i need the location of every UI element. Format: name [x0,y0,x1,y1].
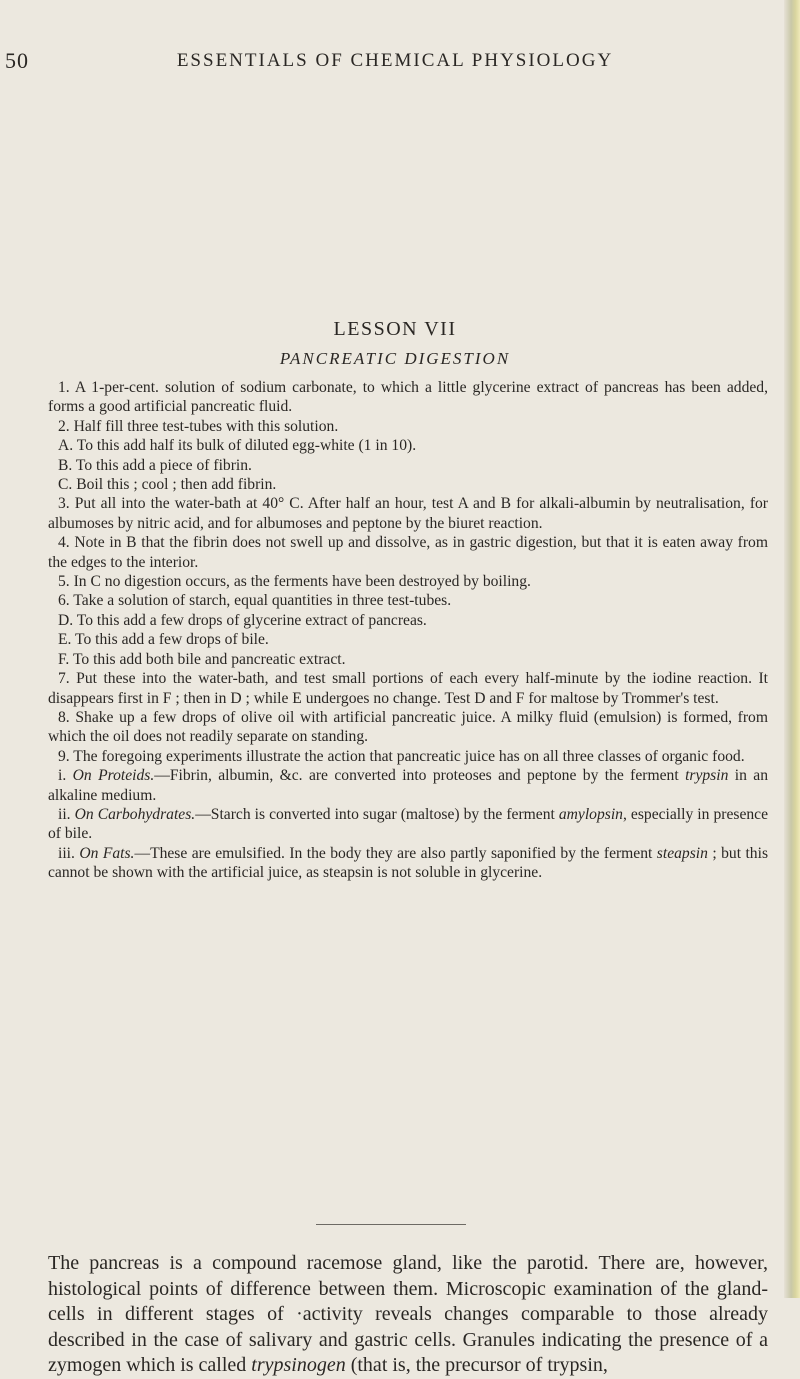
body-paragraph [48,1251,768,1379]
term-trypsinogen: trypsinogen [251,1354,346,1377]
body-text-end: (that is, the precursor of trypsin, [345,1354,608,1377]
class-label: On Carbohydrates. [74,805,196,823]
ferment-name: steapsin [656,844,708,862]
experiment-paragraph: 5. In C no digestion occurs, as the ferments have been destroyed by boiling. [58,573,531,591]
experiment-paragraph: 4. Note in B that the fibrin does not swell up and dissolve, as in gastric digestion, but that it is eaten away from the edges to the interior. [48,534,768,571]
class-text: ; but this cannot be shown with the artificial juice, as steapsin is not soluble in glycerine. [48,844,769,882]
class-label: On Proteids. [72,767,155,785]
body-text-start: The pancreas is a compound racemose gland, like the parotid. There are, however, histological points of difference between them. Microscopic examination of the gland-cells in different stages of ·activity reveals changes comparable to those already described in the case of salivary and gastric cells. Granules indicating the presence of a zymogen which is called [48,1252,768,1377]
food-class-carbohydrates [48,805,768,844]
experiment-paragraph: 3. Put all into the water-bath at 40° C. After half an hour, test A and B for alkali-albumin by neutralisation, for albumoses by nitric acid, and for albumoses and peptone by the biuret reaction. [48,495,768,532]
experiment-subitem: A. To this add half its bulk of diluted egg-white (1 in 10). [58,437,417,455]
class-label: On Fats. [79,844,135,862]
class-text: in an alkaline medium. [48,767,768,804]
page-header [0,48,790,78]
experiment-paragraph: 8. Shake up a few drops of olive oil with artificial pancreatic juice. A milky fluid (emulsion) is formed, from which the oil does not readily separate on standing. [48,708,768,746]
class-text: —These are emulsified. In the body they are also partly saponified by the ferment [134,844,657,862]
experiment-paragraph: 2. Half fill three test-tubes with this solution. [58,417,339,435]
class-text: —Starch is converted into sugar (maltose) by the ferment [195,805,559,823]
experiment-subitem: C. Boil this ; cool ; then add fibrin. [58,476,277,494]
experiment-paragraph: 9. The foregoing experiments illustrate the action that pancreatic juice has on all three classes of organic food. [58,747,745,765]
page-edge [784,0,800,1298]
class-text: , especially in presence of bile. [48,805,769,843]
section-divider [316,1224,466,1225]
experiment-subitem: B. To this add a piece of fibrin. [58,456,252,474]
experiment-subitem: E. To this add a few drops of bile. [58,631,269,649]
section-title: PANCREATIC DIGESTION [279,349,511,368]
experiments-list [48,378,768,883]
ferment-name: trypsin [685,767,729,785]
experiment-paragraph: 7. Put these into the water-bath, and test small portions of each every half-minute by the iodine reaction. It disappears first in F ; then in D ; while E undergoes no change. Test D and F for maltose by Trommer's test. [48,670,768,707]
experiment-paragraph: 6. Take a solution of starch, equal quantities in three test-tubes. [58,592,452,610]
lesson-title: LESSON VII [333,318,457,340]
page-number: 50 [5,48,29,73]
class-text: —Fibrin, albumin, &c. are converted into proteoses and peptone by the ferment [154,767,686,785]
experiment-subitem: F. To this add both bile and pancreatic extract. [58,650,346,668]
experiment-subitem: D. To this add a few drops of glycerine extract of pancreas. [58,611,427,629]
class-number: iii. [58,844,75,862]
class-number: ii. [58,805,71,823]
food-class-proteids [48,766,768,805]
ferment-name: amylopsin [558,805,623,823]
class-number: i. [58,767,67,785]
experiment-paragraph: 1. A 1-per-cent. solution of sodium carbonate, to which a little glycerine extract of pancreas has been added, forms a good artificial pancreatic fluid. [48,379,768,416]
body-text [48,1251,768,1379]
food-class-fats [48,844,768,883]
running-head: ESSENTIALS OF CHEMICAL PHYSIOLOGY [176,50,614,71]
